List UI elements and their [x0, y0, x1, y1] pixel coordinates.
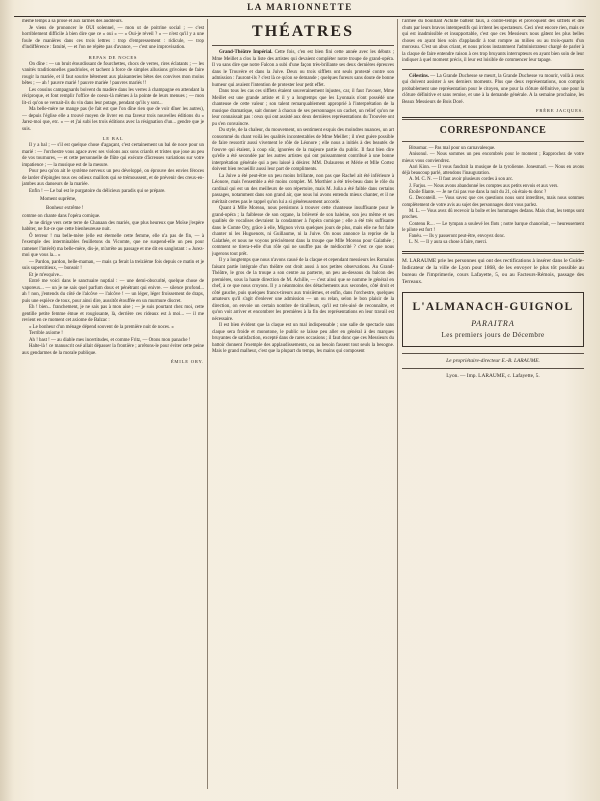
column-right — [402, 19, 584, 791]
paragraph: Du style, de la chaleur, du mouvement, un sentiment exquis des moindres nuances, un art consommé du chant voilà les qualités incontestables de Mme Meillet ; il n'est guère possible de faire ressortir aussi vivement le rôle de Léonore ; elle nous a initiés à des beautés de l'œuvre qui étaient, à coup sûr, ignorées de la majeure partie du public. Il faut bien dire qu'elle a été secondée par les autres artistes qui ont puissamment contribué à une bonne interprétation générale qui a peu laissé à désirer. MM. Dulaurens et Mérie et Mlle Cortez doivent bien recueillir aussi leur part de compliments. — [212, 128, 394, 172]
paragraph: Enfin ! — Le bal est le purgatoire du délicieux paradis qui se prépare. — [29, 188, 166, 194]
paragraph: Ma belle-mère ne mange pas (le fait est que l'on dîne rien que de voir dîner les autres), — depuis l'église elle a trouvé moyen de livrer en ma faveur trois nouvelles éditions du « Jarez-moi que, etc. » — et j'ai subi les trois éditions avec la résignation d'un... gendre que je suis. — [22, 107, 204, 132]
notice-laraume: M. LARAUME prie les personnes qui ont des rectifications à insérer dans le Guide-Indicateur de la ville de Lyon pour 1868, de les envoyer le plus tôt possible au bureau de l'imprimerie, cours Lafayette, 5, ou au Facteurs-Rémois, passage des Terreaux. — [402, 257, 584, 285]
paragraph: Il y a longtemps que nous n'avons causé de la claque et cependant messieurs les Romains faisant partie intégrale d'un théâtre ont droit aussi à nos petites observations. Au Grand-Théâtre, le gros de la troupe a son centre au parterre, un peu au-dessous du balcon des premières, sous la haute direction de M. Achille, — c'est ainsi que se nomme le général en chef, à ce que nous croyons. Il y a néanmoins des détachements aux secondes, côté droit et côté gauche, puis quelques francs-tireurs aux troisièmes, et enfin, dans l'orchestre, quelques amateurs qu'il s'agit d'enlever une admission — un ou relan, selon le bon plaisir de la direction, on envoie un certain nombre de tirailleurs, qu'il est très-aisé de reconnaître, et qu'on voit arriver et encombrer les premières à la fin des représentations en leur travail est nécessaire. — [212, 258, 394, 322]
divider — [402, 253, 584, 254]
almanach-advertisement — [402, 292, 584, 347]
paragraph: Halte-là ! ce manuscrit osé allait dépasser la frontière ; arrêtons-le pour éviter cette peine aux gendarmes de la morale publique. — [22, 344, 204, 356]
paragraph: Terrible axiome ! — [29, 331, 63, 336]
paragraph: Entré me voici dans le sanctuaire nuptial : — une demi-obscurité, quelque chose de vaporeux... — un je ne sais quel parfum doux et pénétrant qui enivre. — silence profond... ah ! non, j'entends du côté de l'alcôve — l'alcôve ! — un léger, léger froissement de draps, puis une espièce de toux, pour ainsi dire, aussitôt étouffée en un murmure discret. — [22, 279, 204, 304]
paragraph: même temps à sa prose et aux larmes des auditeurs. — [22, 19, 123, 24]
paragraph: On dîne : — un bruit étourdissant de fourchettes, chocs de verres, rires éclatants ; — les vanités traditionnelles gaudrioles, et tachent à force de simples allusions grivoises de faire rougir la mariée, et il faut sourire bêtement aux plaisanteries bêtes des convives mon moins bêtes ; — ah ! pauvre marié ! pauvre mariée ! pauvres mariés !! — [22, 61, 204, 86]
divider — [402, 251, 584, 252]
list-item: J. Farjus. — Nous avons abandonné les comptes aux petits envois et aux vers. — [409, 183, 559, 189]
author-signature: FRÈRE JACQUES. — [536, 108, 584, 113]
publisher-line: Le propriétaire-directeur E.-B. LARAUME. — [446, 357, 540, 364]
paragraph: « Le bonheur d'un ménage dépend souvent de la première nuit de noces. » — [29, 324, 174, 330]
paragraph: Il est bien évident que la claque est un mal indispensable ; une salle de spectacle sans claque sera froide et monotone, le public se laisse peu aller en général à des marques bruyantes de satisfaction, excepté dans de rares occasions ; il faut donc que ces Messieurs du battoir donnent l'exemple des applaudissements, ou au besoin fassent tout seuls la besogne. Mais le grand malheur, c'est que la plupart du temps, les mains qui composent — [212, 323, 394, 354]
divider — [402, 141, 584, 142]
section-heading: REPAS DE NOCES — [88, 54, 138, 60]
masthead-title: LA MARIONNETTE — [247, 2, 353, 12]
paragraph: Je viens de prononcer le OUI solennel, — mon ut de poitrine social ; — c'est horriblement difficile à bien dire que ce « oui » — « Oui-je réveil ? » — n'est qu'il y a une foule de manières dans ces trois lettres : trop d'empressement : ridicule, — trop d'indifférence : fatuité, — et l'on ne répète pas d'avance, — c'est une improvisation. — [22, 25, 204, 50]
paragraph: Je ne dirige vers cette terre de Chanaan des mariés, que plus heureux que Moïse j'espère habiter, ne fut-ce que cette bienheureuse nuit. — [22, 220, 204, 232]
printer-line: Lyon. — Imp. LARAUME, c. Lafayette, 5. — [446, 372, 540, 379]
paragraph: Et je m'esquive... — [29, 272, 63, 278]
section-heading: LE BAL — [102, 136, 124, 141]
almanach-paraitra: PARAITRA — [471, 318, 515, 328]
paragraph: Ô terreur ! ma belle-mère (elle est éternelle cette femme, elle n'a pas de fin, — à l'exemple des interminables feuilletons du Vicomte, que ne suspend-elle un peu pour ramener l'intérêt) ma belle-mère, dis-je, m'arrête au passage et me dit en sanglotant : « Jurez-moi que vous la... » — [22, 233, 204, 258]
correspondance-list — [402, 146, 584, 247]
paragraph: Cette fois, c'en est bien fini cette année avec les débuts ; Mme Meillet a clos la liste des artistes qui devaient compléter notre troupe de grand-opéra. Il va sans dire que notre Falcon a subi d'une façon très-brillante ses deux dernières épreuves dans le Trouvère et dans la Juive. Deux ou trois sifflets ont seuls protesté contre son admission : l'auront-ils ? c'est là ce qu'on se demande ; quelques fureurs sans doute de bonne humeur qui avaient l'intention de protester leur petit effet. — [212, 50, 394, 88]
list-item: A. M. C. N. — Il faut avoir plusieurs cordes à son arc. — [409, 177, 514, 183]
paragraph: l'armée du bouillant Achille battent faux, à contre-temps et provoquent des sifflets et des chuts par leurs bravos intempestifs qui irritent les spectateurs. Ceci n'est encore rien, mais ce qui est inadmissible et insupportable, c'est que ces Messieurs nous gâtent les plus belles choses en ayant bien soin d'applaudir à tout rompre au milieu ou au trois-quarts d'un morceau. C'est un abus criant, et nous prions instamment l'administrateur chargé de parler à la claque de faire entendre raison à ces trop bruyants interrupteurs en ayant bien soin de leur indiquer à quel moment précis, il leur est loisible de commencer leur tapage. — [402, 19, 584, 63]
divider — [402, 353, 584, 354]
paragraph: comme on chante dans l'opéra comique. — [22, 214, 101, 219]
list-item: M. L. — Vous avez dû recevoir la boîte et les hommages dedans. Mais chut, les temps sont proches. — [402, 208, 584, 221]
column-middle — [212, 19, 394, 791]
verse-line: Bonheur extrême ! — [46, 205, 84, 211]
list-item: Fanéu. — Ils y passeront peut-être, envoyez donc. — [409, 234, 506, 240]
page-edge-shadow — [0, 0, 14, 801]
list-item: Bitsomar. — Pas mal pour un carnavalesque. — [409, 146, 496, 151]
list-item: Étoile filante. — Je ne t'ai pas vue dans la nuit du 21, où étais-tu donc ? — [409, 190, 547, 196]
divider — [402, 69, 584, 70]
paragraph: — Pardon, pardon, belle-maman, — mais ça ferait la treizième fois depuis ce matin et je suis superstitieux, — bonsoir ! — [22, 259, 204, 271]
paragraph: Quant à Mlle Moreau, nous persistons à trouver cette chanteuse insuffisante pour le grand-opéra ; la faiblesse de son organe, la brièveté de son haleine, son jeu même et ses qualités de vocalises devraient la condamner à l'opéra comique ; elle a été très suffisante dans le Comte Ory, grâce à elle, Mignon vivra quelques jours de plus, mais elle ne fut faite chanter ni les Huguenots, ni Guillaume, ni la Juive. On nous annonce la reprise de la Galathée, et nous ne voyons précisément dans la troupe que Mlle Moreau pour Galathée ; comment se tirera-t-elle d'un rôle qui ne souffre pas de médiocrité ? c'est ce que nous jugerons tout prêt. — [212, 206, 394, 257]
column-divider — [207, 19, 208, 789]
author-signature: ÉMILE ORY. — [170, 359, 204, 364]
paragraph: Les cousins campagnards boivent du madère dans les verres à champagne en attendant la réciproque, et font remplir l'office de coeux-là mêmes à la pointe de leurs menues ; — mon lit-ci qu'on se vernait-ils du vin dans leur potage, pendant qu'ils y sont... — [22, 87, 204, 106]
column-left — [22, 19, 204, 791]
paragraph: La Juive a été peut-être un peu moins brillante, non pas que Rachel ait été inférieure à Léonore, mais l'ensemble a été moins complet. M. Morthier a été très-beau dans le rôle du cardinal qui est un des meilleurs de son répertoire, mais M. Julia a été faible dans certains passages, notamment dans son grand air, que nous lui avons entendu mieux chanter, et il ne méritait certes pas le rappel qu'on lui a si généreusement accordé. — [212, 173, 394, 205]
list-item: Anisonul. — Nous sommes un peu encombrés pour le moment ; Rapprochez de votre mieux vous conviendrez. — [402, 152, 584, 164]
list-item: L. N. — Il y aura sa chose à faire, merci. — [409, 240, 488, 246]
list-item: Aari Kinn. — Il vous faudrait la musique de la tyrolienne. Jonesmarl. — Nous en avons déjà beaucoup parlé, attendons l'inauguration. — [402, 164, 584, 177]
list-item: G. Deconteill. — Vous savez que ces questions nous sont interdites, mais nous sommes complètement de votre avis au sujet des personnages dont vous parlez. — [402, 196, 584, 208]
divider — [402, 368, 584, 369]
almanach-date: Les premiers jours de Décembre — [441, 330, 545, 339]
paragraph: Ah ! bast ! — au diable mes incertitudes, et comme Fritz, — Otons mon panache ! — [29, 337, 191, 343]
column-divider — [397, 19, 398, 789]
paragraph: Eh ! bien... franchement, je ne sais pas à mon aise ; — je suis pourtant chez moi, cette gentille petite femme émue et rougissante, là, derrière ces rideaux est à moi... — il me revient en ce moment cet axiome de Balzac : — [22, 305, 204, 323]
paragraph: Pour peu qu'on ait le système nerveux un peu développé, on éprouve des envies féroces de larder d'épingles tous ces odieux maillots qui se trémoussent, et de prévenir des creux-en-jambes aux danseurs de la mariée. — [22, 169, 204, 187]
divider — [212, 45, 394, 46]
section-title-theatres: THÉATRES — [252, 23, 354, 40]
subsection-heading: Célestins. — [409, 73, 429, 79]
paragraph: — La Grande Duchesse se meurt, la Grande Duchesse va mourir, voilà à ceux qui doivent assister à ses derniers moments. Plus que deux représentations, non compris probablement une représentation pour le citoyen, une pour la clôture définitive, une pour la clôture définitive et sans remise, et une à la demande générale. A la semaine prochaine, les Beaux Messieurs de Bois Doré. — [402, 73, 584, 105]
divider — [402, 117, 584, 118]
section-title-correspondance: CORRESPONDANCE — [439, 125, 547, 136]
paragraph: Il y a bal ; — s'il est quelque chose d'agaçant, c'est certainement un bal de noce pour un marié : — l'orchestre vous agace avec ses violons aux sons criards et tristes que joue au peu de vos tournures, — et cette personnelle de flûte qui exécute d'âcreuses variations sur votre impatience ; — la musique est de la mesure. — [22, 143, 204, 168]
verse-line: Moment suprême, — [40, 197, 77, 202]
list-item: Contenu R.... — Le tympan a soulevé les flots ; notre barque chancelait, — heureusement le pilote est fort ! — [402, 221, 584, 233]
subsection-heading: Grand-Théâtre Impérial. — [219, 50, 273, 55]
almanach-title: L'ALMANACH-GUIGNOL — [412, 300, 574, 313]
divider — [402, 119, 584, 120]
paragraph: Dans tous les cas ces sifflets étaient souverainement injustes, car, il faut l'avouer, Mme Meillet est une grande artiste et il y a longtemps que les Lyonnais n'ont possédé une chanteuse de cette valeur ; son talent remarquablement approprié à l'interprétation de la musique dramatique, sait donner à chacun de ses personnages un cachet, un relief qu'on ne leur connaissait pas : ceux qui ont assisté aux deux dernières représentations du Trouvère ont pu s'en convaincre. — [212, 89, 394, 127]
masthead-rule — [14, 16, 586, 17]
